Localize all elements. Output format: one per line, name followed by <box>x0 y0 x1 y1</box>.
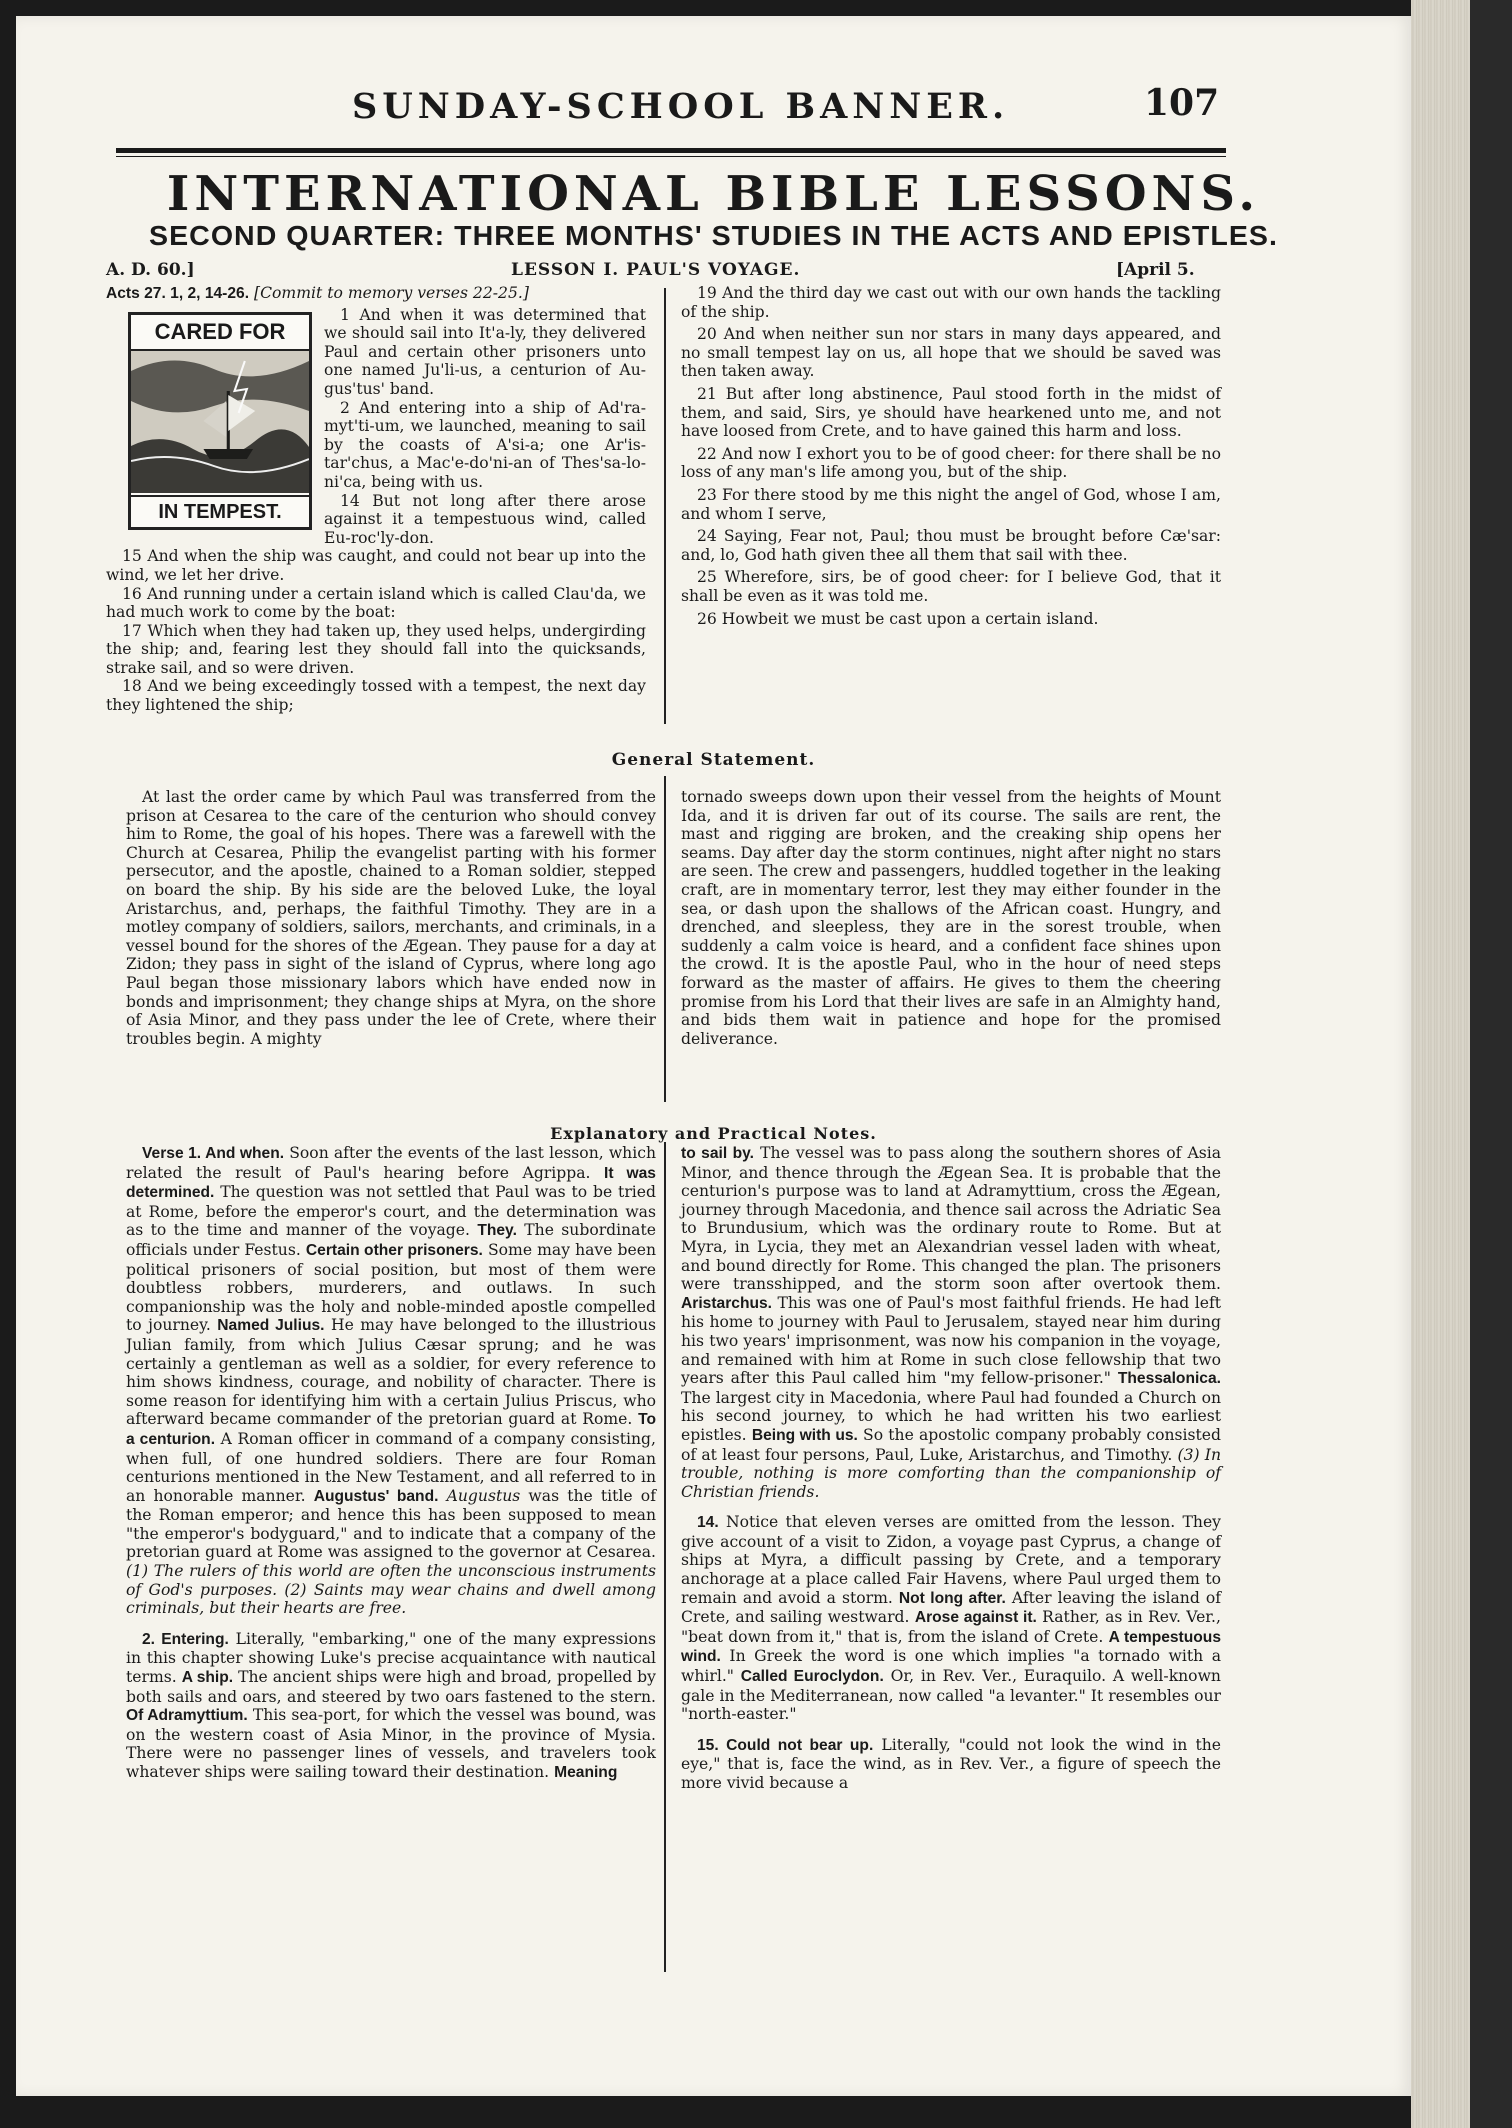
note-italic: Augustus <box>446 1486 521 1505</box>
note-text: So the apostolic company probably consisted of at least four persons, Paul, Luke, Aristarchus, and Timothy. <box>681 1425 1221 1464</box>
note-verse-15 <box>681 1736 1221 1793</box>
scripture-reference: Acts 27. 1, 2, 14-26. <box>106 285 250 302</box>
note-text: This sea-port, for which the vessel was bound, was on the western coast of Asia Minor, in the province of Mysia. There were no passenger lines of vessels, and travelers took whatever ships were sailing toward their destination. <box>126 1706 656 1781</box>
note-label: Of Adramyttium. <box>126 1707 248 1725</box>
column-divider <box>664 1142 666 1972</box>
note-text: The vessel was to pass along the southern shores of Asia Minor, and thence through the Ægean Sea. It is probable that the centurion's purpose was to land at Adramyttium, cross the Ægean, journey through Macedonia, and thence sail across the Adriatic Sea to Brundusium, which was the ordinary route to Rome. But at Myra, in Lycia, they met an Alexandrian vessel laden with wheat, and bound directly for Rome. This changed the plan. The prisoners were transshipped, and the storm soon after overtook them. <box>681 1144 1222 1294</box>
notes-heading: Explanatory and Practical Notes. <box>550 1124 877 1143</box>
lesson-title: LESSON I. PAUL'S VOYAGE. <box>511 260 801 280</box>
header-rule-thin <box>116 156 1226 157</box>
general-statement-left-text: At last the order came by which Paul was transferred from the prison at Cesarea to the care of the centurion who should convey him to Rome, the goal of his hopes. There was a farewell with the Church at Cesarea, Philip the evangelist parting with his former persecutor, and the apostle, chained to a Roman soldier, stepped on board the ship. By his side are the beloved Luke, the loyal Aristarchus, and, perhaps, the faithful Timothy. They are in a motley company of soldiers, sailors, merchants, and criminals, in a vessel bound for the shores of the Ægean. They pause for a day at Zidon; they pass in sight of the island of Cyprus, where long ago Paul began those missionary labors which have ended now in bonds and imprisonment; they change ships at Myra, on the shore of Asia Minor, and they pass under the lee of Crete, where their troubles begin. A mighty <box>126 788 656 1048</box>
note-text: After leaving the island of Crete, and sailing westward. <box>681 1588 1221 1627</box>
verse-18: 18 And we being exceedingly tossed with a tempest, the next day they lightened the ship; <box>106 677 646 715</box>
note-label: A tempestuous wind. <box>681 1628 1221 1666</box>
note-label: They. <box>477 1222 517 1240</box>
verse-23: 23 For there stood by me this night the angel of God, whose I am, and whom I serve, <box>681 485 1221 523</box>
note-text: Literally, "could not look the wind in the eye," that is, face the wind, as in Rev. Ver., a figure of speech the more vivid because a <box>681 1735 1221 1792</box>
note-text: This was one of Paul's most faithful friends. He had left his home to journey with Paul to Jerusalem, stayed near him during his two years' imprisonment, was now his companion in the voyage, and remained with him at Rome in such close fellowship that two years after this Paul called him "my fellow-prisoner." <box>681 1293 1221 1388</box>
note-text: In Greek the word is one which implies "a tornado with a whirl." <box>681 1647 1222 1686</box>
figure-bottom-label: IN TEMPEST. <box>131 495 309 527</box>
verse-19: 19 And the third day we cast out with our own hands the tackling of the ship. <box>681 284 1221 321</box>
note-label: A ship. <box>181 1669 234 1687</box>
note-label: Being with us. <box>751 1426 858 1444</box>
page <box>16 16 1411 2096</box>
verse-20: 20 And when neither sun nor stars in many days appeared, and no small tempest lay on us, all hope that we should be saved was then taken away. <box>681 325 1221 381</box>
memory-verses: [Commit to memory verses 22-25.] <box>254 284 529 302</box>
note-text: The subordinate officials under Festus. <box>126 1221 656 1259</box>
note-label: Thessalonica. <box>1117 1370 1221 1388</box>
verse-16: 16 And running under a certain island which is called Clau'da, we had much work to come by the boat: <box>106 584 646 622</box>
note-text: Or, in Rev. Ver., Euraquilo. A well-known gale in the Mediterranean, now called "a levanter." It resembles our "north-easter." <box>681 1667 1221 1724</box>
cared-for-in-tempest-illustration <box>128 312 312 530</box>
note-label: To a centurion. <box>126 1411 656 1448</box>
note-label: Named Julius. <box>217 1317 325 1335</box>
note-text: was the title of the Roman emperor; and hence this has been supposed to mean "the emperor's bodyguard," and to indicate that a company of the pretorian guard at Rome was assigned to the governor at Cesarea. <box>126 1486 656 1562</box>
note-text: The ancient ships were high and broad, propelled by both sails and oars, and steered by two oars fastened to the stern. <box>126 1668 656 1706</box>
verse-25: 25 Wherefore, sirs, be of good cheer: for I believe God, that it shall be even as it was told me. <box>681 568 1221 605</box>
verse-1: 1 And when it was determined that we should sail into It'a-ly, they delivered Paul and certain other prisoners unto one named Ju'li-us, a centurion of Au-gus'tus' band. <box>324 305 646 398</box>
verse-22: 22 And now I exhort you to be of good cheer: for there shall be no loss of any man's life among you, but of the ship. <box>681 444 1221 482</box>
verse-14: 14 But not long after there arose against it a tempestuous wind, called Eu-roc'ly-don. <box>324 491 646 547</box>
column-divider <box>664 776 666 1102</box>
running-title: SUNDAY-SCHOOL BANNER. <box>352 86 1010 127</box>
note-label: Verse 1. And when. <box>142 1145 285 1162</box>
lesson-year: A. D. 60.] <box>106 260 195 280</box>
verse-21: 21 But after long abstinence, Paul stood forth in the midst of them, and said, Sirs, ye should have hearkened unto me, and not have loosed from Crete, and to have gained this harm and loss. <box>681 384 1221 441</box>
note-label: It was determined. <box>126 1164 656 1202</box>
running-header <box>16 82 1411 136</box>
note-label: Called Euroclydon. <box>740 1668 884 1686</box>
verse-2: 2 And entering into a ship of Ad'ra-myt'ti-um, we launched, meaning to sail by the coasts of A'si-a; one Ar'is-tar'chus, a Mac'e-do'ni-an of Thes'sa-lo-ni'ca, being with us. <box>324 398 646 491</box>
scripture-right-column <box>681 284 1221 704</box>
verse-17: 17 Which when they had taken up, they used helps, undergirding the ship; and, fearing lest they should fall into the quicksands, strake sail, and so were driven. <box>106 621 646 677</box>
notes-left-column <box>126 1144 656 1974</box>
note-text: Literally, "embarking," one of the many expressions in this chapter showing Luke's precise acquaintance with nautical terms. <box>126 1629 656 1687</box>
verse-24: 24 Saying, Fear not, Paul; thou must be brought before Cæ'sar: and, lo, God hath given thee all them that sail with thee. <box>681 527 1221 564</box>
note-label: Not long after. <box>898 1589 1006 1607</box>
note-text: He may have belonged to the illustrious Julian family, from which Julius Cæsar sprung; and he was certainly a gentleman as well as a soldier, for every reference to him shows kindness, courage, and nobility of character. There is some reason for identifying him with a certain Julius Priscus, who afterward became commander of the pretorian guard at Rome. <box>126 1316 656 1429</box>
note-label: Meaning <box>554 1764 618 1781</box>
main-title: INTERNATIONAL BIBLE LESSONS. <box>166 166 1261 222</box>
verse-26: 26 Howbeit we must be cast upon a certain island. <box>697 609 1099 628</box>
note-verse-2-cont <box>681 1144 1221 1501</box>
note-verse-1 <box>126 1144 656 1618</box>
page-number: 107 <box>1144 82 1220 124</box>
general-statement-heading: General Statement. <box>611 750 816 770</box>
spacer <box>681 1501 1221 1513</box>
note-text: Notice that eleven verses are omitted from the lesson. They give account of a visit to Zidon, a voyage past Cyprus, a change of ships at Myra, a difficult passing by Crete, and a temporary anchorage at a place called Fair Havens, where Paul urged them to remain and avoid a storm. <box>681 1513 1221 1607</box>
note-text: The question was not settled that Paul was to be tried at Rome, before the emperor's court, and the determination was as to the time and manner of the voyage. <box>126 1183 656 1240</box>
note-verse-2 <box>126 1630 656 1783</box>
general-statement-left <box>126 788 656 1106</box>
subtitle: SECOND QUARTER: THREE MONTHS' STUDIES IN THE ACTS AND EPISTLES. <box>149 220 1278 251</box>
lesson-header <box>106 260 1226 286</box>
note-text: Some may have been political prisoners of social position, but most of them were doubtless robbers, murderers, and outlaws. In such companionship was the holy and noble-minded apostle compelled to journey. <box>126 1240 657 1335</box>
column-divider <box>664 288 666 724</box>
notes-right-column <box>681 1144 1221 1974</box>
note-label: 14. <box>697 1514 719 1532</box>
practical-thought: (1) The rulers of this world are often the unconscious instruments of God's purposes. (2) Saints may wear chains and dwell among criminals, but their hearts are free. <box>126 1562 656 1618</box>
note-text: A Roman officer in command of a company consisting, when full, of one hundred soldiers. There are four Roman centurions mentioned in the New Testament, and all referred to in an honorable manner. <box>126 1429 656 1505</box>
scripture-left-column <box>106 284 646 729</box>
note-label: Certain other prisoners. <box>305 1241 483 1259</box>
header-rule <box>116 148 1226 153</box>
book-edge-shadow <box>1470 0 1512 2128</box>
note-label: Arose against it. <box>914 1609 1037 1627</box>
general-statement-right-text: tornado sweeps down upon their vessel from the heights of Mount Ida, and it is driven far out of its course. The sails are rent, the mast and rigging are broken, and the creaking ship opens her seams. Day after day the storm continues, night after night no stars are seen. The crew and passengers, huddled together in the leaking craft, are in momentary terror, lest they may either founder in the sea, or dash upon the shallows of the African coast. Hungry, and drenched, and sleepless, they are in the sorest trouble, when suddenly a calm voice is heard, and a confident face shines upon the crowd. It is the apostle Paul, who in the hour of need steps forward as the master of affairs. He gives to them the cheering promise from his Lord that their lives are safe in an Almighty hand, and bids them wait in patience and hope for the promised deliverance. <box>681 788 1221 1048</box>
general-statement-right <box>681 788 1221 1106</box>
figure-top-label: CARED FOR <box>131 315 309 351</box>
ship-in-storm-image <box>131 351 309 493</box>
note-label: Aristarchus. <box>681 1294 772 1312</box>
verse-15: 15 And when the ship was caught, and could not bear up into the wind, we let her drive. <box>106 547 646 584</box>
practical-thought: (3) In trouble, nothing is more comforting than the companionship of Christian friends. <box>681 1445 1221 1501</box>
spacer <box>126 1618 656 1630</box>
spacer <box>681 1724 1221 1736</box>
note-label: 2. Entering. <box>142 1630 229 1648</box>
note-verse-14 <box>681 1513 1221 1724</box>
lesson-date: [April 5. <box>1116 260 1195 280</box>
note-text: Rather, as in Rev. Ver., "beat down from it," that is, from the island of Crete. <box>681 1608 1221 1646</box>
note-label: Augustus' band. <box>313 1487 439 1505</box>
note-label: 15. Could not bear up. <box>697 1736 874 1754</box>
note-label: to sail by. <box>681 1145 755 1162</box>
note-text: The largest city in Macedonia, where Paul had founded a Church on his second journey, to which he had written his two earliest epistles. <box>681 1388 1221 1444</box>
note-text: Soon after the events of the last lesson, which related the result of Paul's hearing before Agrippa. <box>126 1144 656 1182</box>
